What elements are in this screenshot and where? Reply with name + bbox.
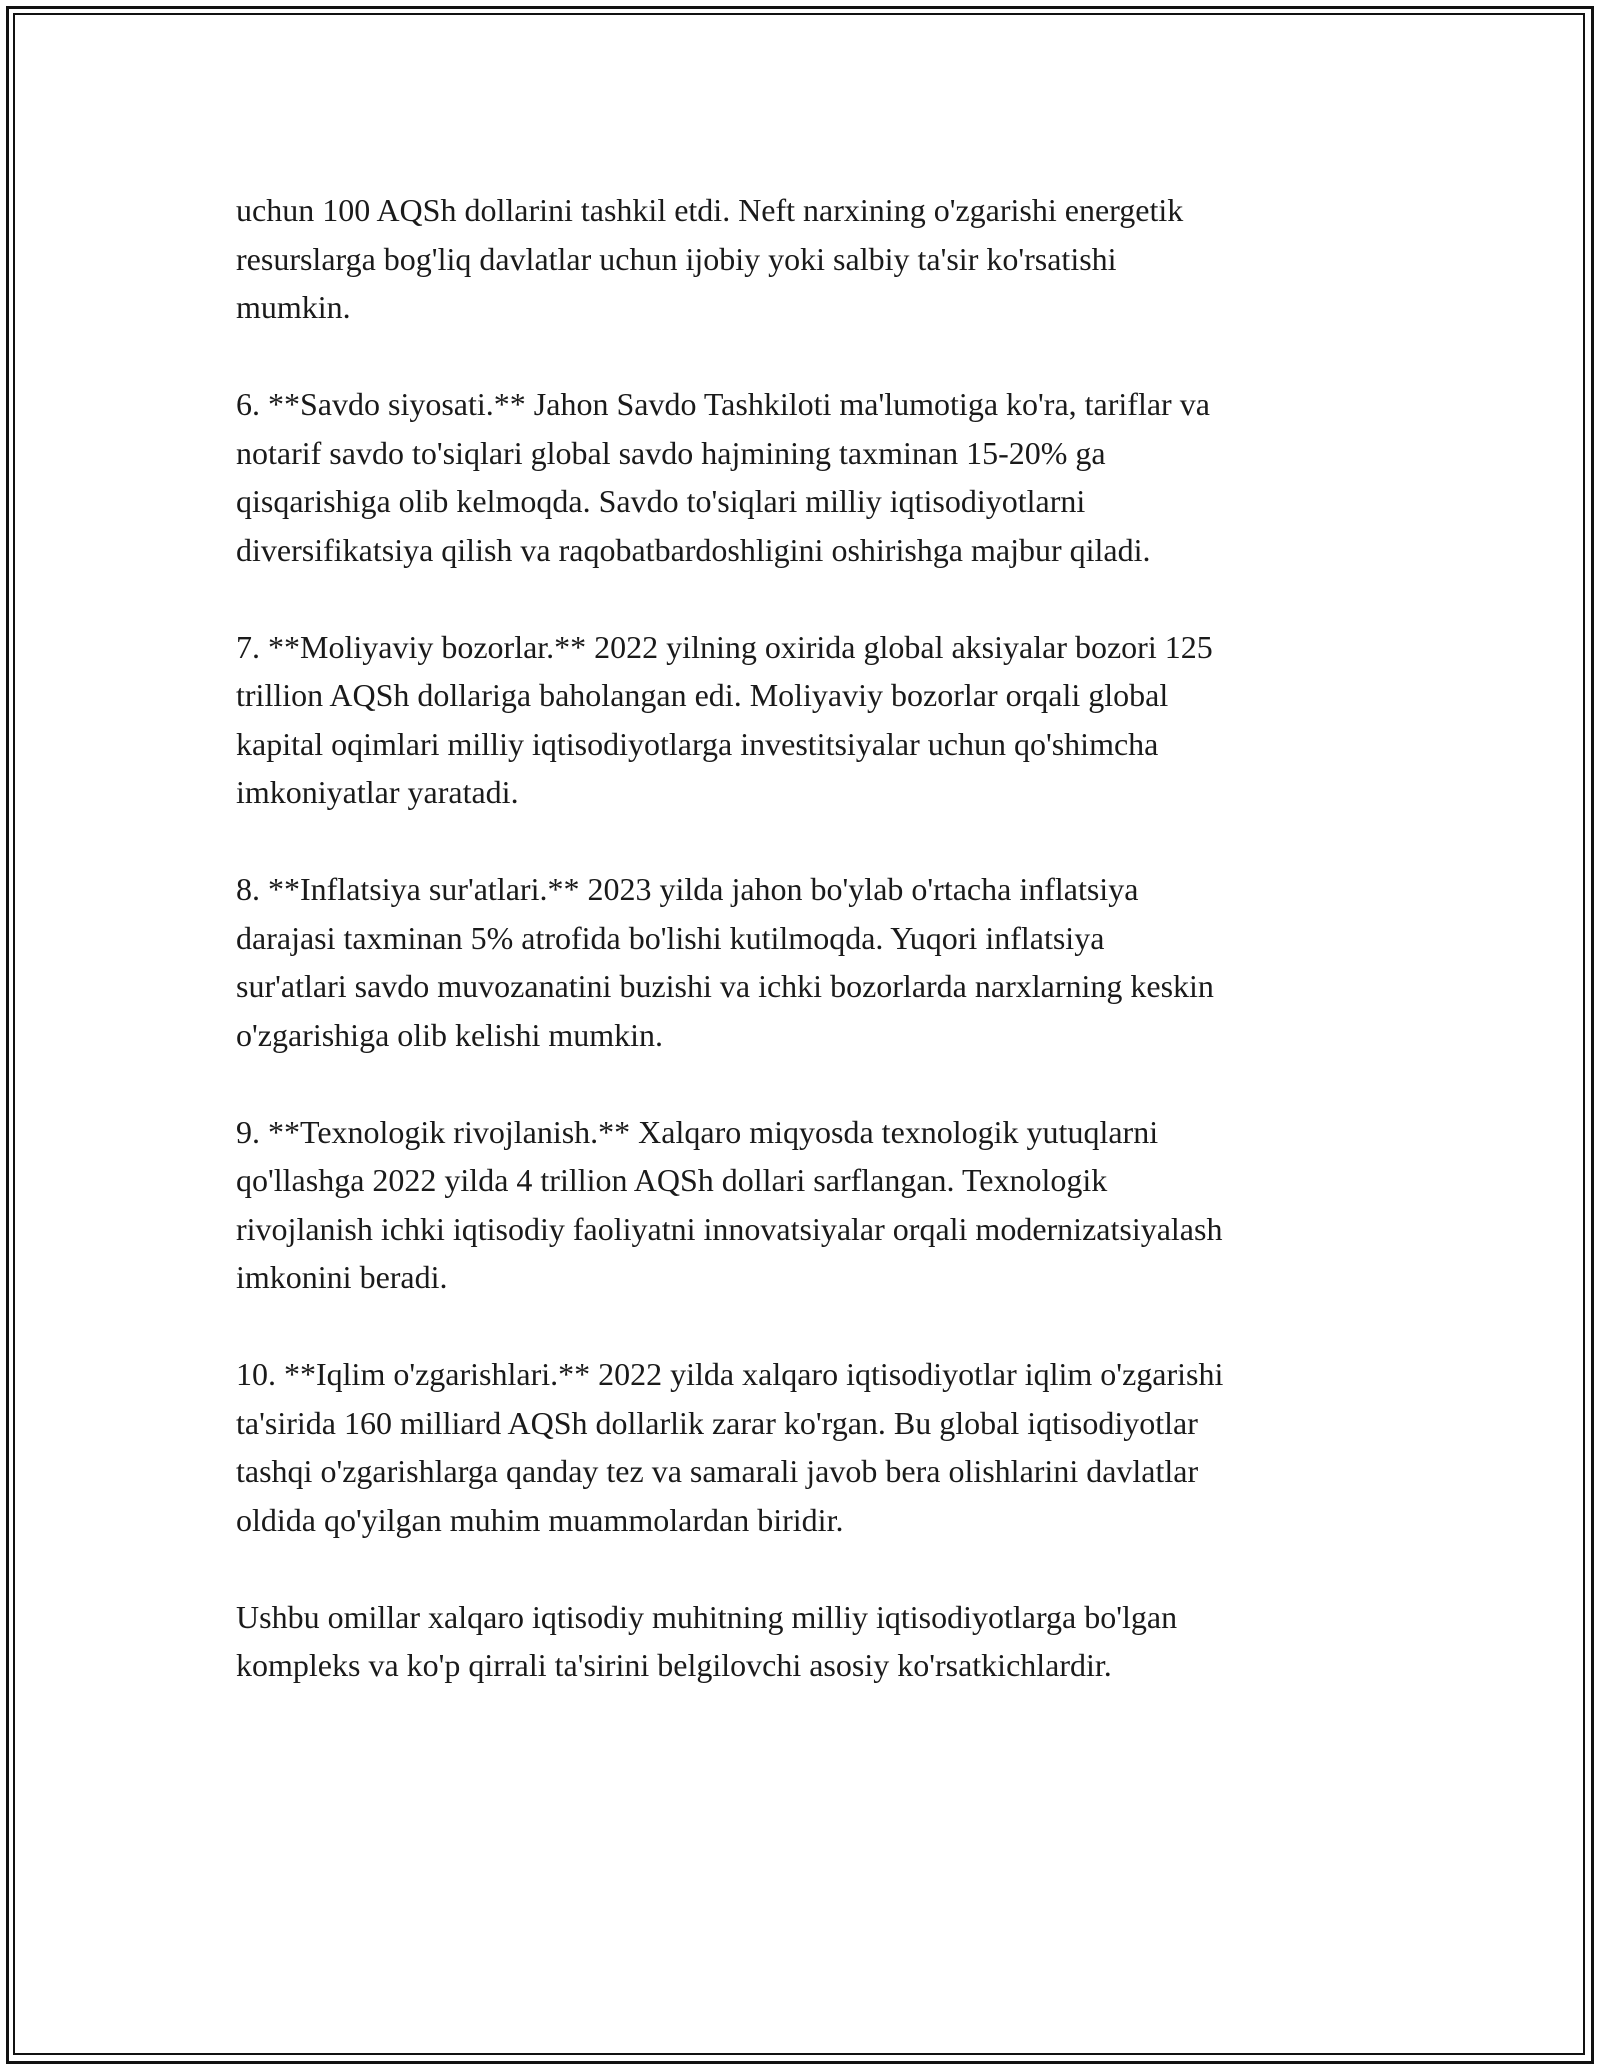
paragraph-financial-markets: 7. **Moliyaviy bozorlar.** 2022 yilning oxirida global aksiyalar bozori 125 trillion AQSh dollariga baholangan edi. Moliyaviy bozorlar orqali global kapital oqimlari milliy iqtisodiyotlarga investitsiyalar uchun qo'shimcha imkoniyatlar yaratadi. (236, 628, 1213, 810)
document-body (236, 186, 1386, 1738)
paragraph-oil-price-continuation: uchun 100 AQSh dollarini tashkil etdi. Neft narxining o'zgarishi energetik resurslarga bog'liq davlatlar uchun ijobiy yoki salbiy ta'sir ko'rsatishi mumkin. (236, 192, 1184, 325)
paragraph-conclusion: Ushbu omillar xalqaro iqtisodiy muhitning milliy iqtisodiyotlarga bo'lgan kompleks va ko'p qirrali ta'sirini belgilovchi asosiy ko'rsatkichlardir. (236, 1598, 1178, 1683)
paragraph-climate-change: 10. **Iqlim o'zgarishlari.** 2022 yilda xalqaro iqtisodiyotlar iqlim o'zgarishi ta'sirida 160 milliard AQSh dollarlik zarar ko'rgan. Bu global iqtisodiyotlar tashqi o'zgarishlarga qanday tez va samarali javob bera olishlarini davlatlar oldida qo'yilgan muhim muammolardan biridir. (236, 1356, 1224, 1538)
paragraph-technological-development: 9. **Texnologik rivojlanish.** Xalqaro miqyosda texnologik yutuqlarni qo'llashga 2022 yilda 4 trillion AQSh dollari sarflangan. Texnologik rivojlanish ichki iqtisodiy faoliyatni innovatsiyalar orqali modernizatsiyalash imkonini beradi. (236, 1113, 1223, 1295)
paragraph-trade-policy: 6. **Savdo siyosati.** Jahon Savdo Tashkiloti ma'lumotiga ko'ra, tariflar va notarif savdo to'siqlari global savdo hajmining taxminan 15-20% ga qisqarishiga olib kelmoqda. Savdo to'siqlari milliy iqtisodiyotlarni diversifikatsiya qilish va raqobatbardoshligini oshirishga majbur qiladi. (236, 386, 1210, 568)
paragraph-inflation-rates: 8. **Inflatsiya sur'atlari.** 2023 yilda jahon bo'ylab o'rtacha inflatsiya darajasi taxminan 5% atrofida bo'lishi kutilmoqda. Yuqori inflatsiya sur'atlari savdo muvozanatini buzishi va ichki bozorlarda narxlarning keskin o'zgarishiga olib kelishi mumkin. (236, 871, 1214, 1053)
